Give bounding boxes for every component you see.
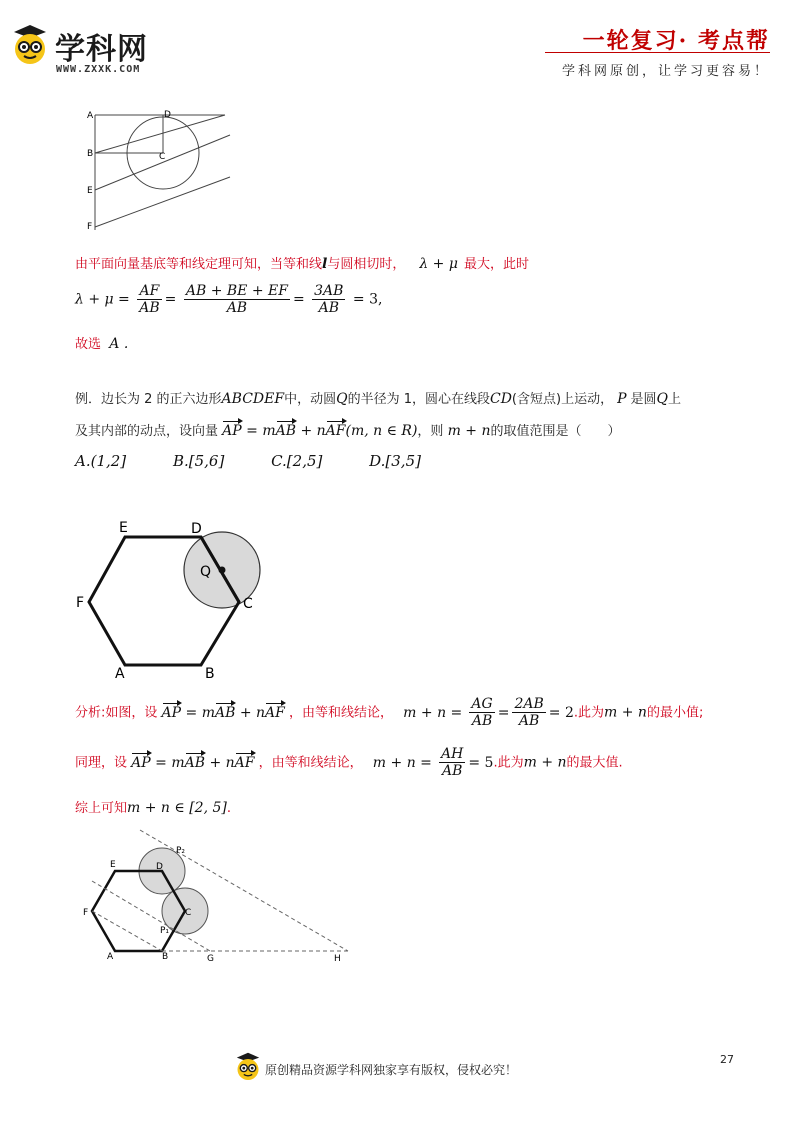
option-c: C.[2,5] bbox=[271, 452, 323, 470]
fig3-label-h: H bbox=[334, 954, 341, 964]
fig2-label-q: Q bbox=[200, 564, 212, 580]
fig1-label-f: F bbox=[87, 222, 93, 232]
fig3-label-e: E bbox=[110, 860, 116, 870]
option-b: B.[5,6] bbox=[172, 452, 225, 470]
fig2-label-c: C bbox=[243, 596, 253, 612]
fig1-label-d: D bbox=[164, 110, 171, 120]
analysis-line3: 综上可知m + n ∈ [2, 5]. bbox=[75, 800, 231, 816]
header-subtitle: 学科网原创，让学习更容易！ bbox=[561, 64, 770, 79]
solution1-answer: 故选 A . bbox=[75, 336, 129, 352]
fig2-label-b: B bbox=[205, 666, 215, 680]
logo-text: 学科网 bbox=[55, 32, 148, 67]
fig3-label-p2: P₂ bbox=[176, 846, 186, 856]
fig3-label-f: F bbox=[83, 908, 89, 918]
example-line1: 例．边长为 2 的正六边形ABCDEF中，动圆Q的半径为 1，圆心在线段CD(含短点)上运动， P 是圆Q上 bbox=[75, 391, 682, 407]
fig3-label-d: D bbox=[156, 862, 163, 872]
page-number: 27 bbox=[720, 1053, 734, 1066]
fig3-label-g: G bbox=[207, 954, 214, 964]
analysis-line1: 分析:如图，设 AP = mAB + nAF ，由等和线结论， m + n = $\frac{AG}{AB}$ = $\frac{2AB}{AB}$ = 2.此为m + n的最小值; bbox=[75, 696, 704, 729]
figure-3 bbox=[80, 825, 360, 970]
solution1-equation: λ + μ = $\frac{AF}{AB}$ = $\frac{AB + BE + EF}{AB}$ = $\frac{3AB}{AB}$ = 3, bbox=[75, 283, 383, 316]
header-title: 一轮复习· 考点帮 bbox=[582, 28, 770, 54]
analysis-line2: 同理，设 AP = mAB + nAF ，由等和线结论， m + n = $\frac{AH}{AB}$ = 5.此为m + n的最大值. bbox=[75, 746, 623, 779]
header-rule bbox=[545, 52, 770, 53]
fig3-label-p1: P₁ bbox=[160, 926, 170, 936]
fig1-label-e: E bbox=[87, 186, 93, 196]
example-options bbox=[75, 452, 421, 470]
fig2-label-f: F bbox=[76, 595, 85, 611]
fig2-label-e: E bbox=[119, 520, 128, 536]
figure-2 bbox=[75, 515, 275, 680]
fig2-label-d: D bbox=[191, 521, 202, 537]
option-a: A.(1,2] bbox=[75, 452, 127, 470]
fig1-label-c: C bbox=[159, 152, 166, 162]
fig3-label-c: C bbox=[185, 908, 192, 918]
mascot-icon bbox=[10, 22, 50, 66]
footer-copyright: 原创精品资源学科网独家享有版权，侵权必究！ bbox=[265, 1063, 518, 1077]
header bbox=[0, 0, 800, 90]
option-d: D.[3,5] bbox=[369, 452, 421, 470]
figure-1 bbox=[85, 105, 235, 235]
fig1-label-a: A bbox=[87, 111, 94, 121]
footer-mascot-icon bbox=[234, 1050, 262, 1082]
fig3-label-b: B bbox=[162, 952, 169, 962]
logo-url: WWW.ZXXK.COM bbox=[56, 64, 141, 75]
fig2-label-a: A bbox=[115, 666, 125, 680]
fig1-label-b: B bbox=[87, 149, 94, 159]
solution1-line1: 由平面向量基底等和线定理可知，当等和线l与圆相切时， λ + μ 最大，此时 bbox=[75, 256, 529, 272]
example-line2: 及其内部的动点，设向量 AP = mAB + nAF(m, n ∈ R)，则 m + n的取值范围是（ ） bbox=[75, 423, 621, 439]
fig3-label-a: A bbox=[107, 952, 114, 962]
